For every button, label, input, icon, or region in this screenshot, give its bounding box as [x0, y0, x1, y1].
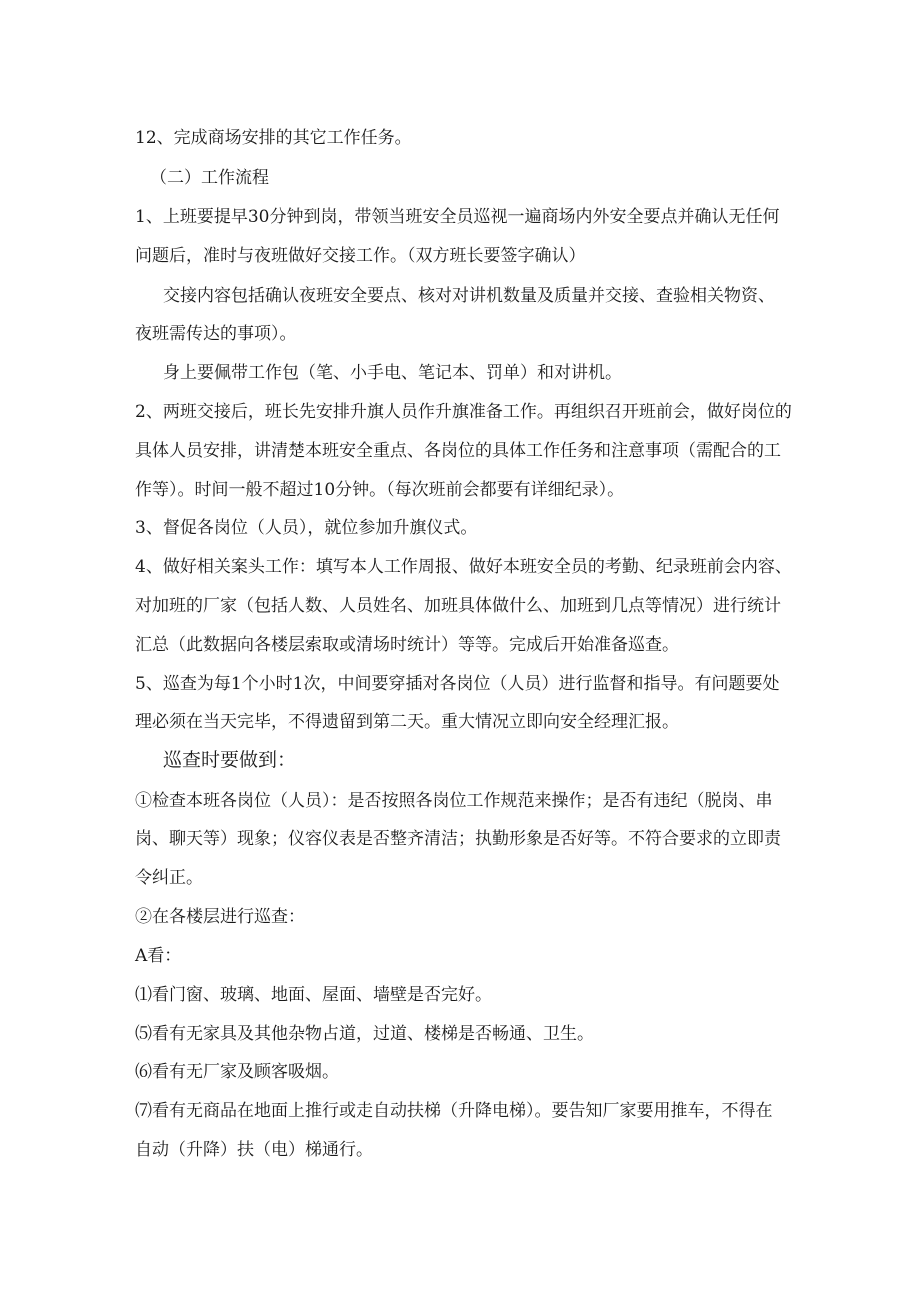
text-line: 交接内容包括确认夜班安全要点、核对对讲机数量及质量并交接、查验相关物资、: [163, 286, 775, 306]
text-line: 作等）。时间一般不超过10分钟。（每次班前会都要有详细纪录）。: [135, 480, 625, 500]
text-line: 2、两班交接后，班长先安排升旗人员作升旗准备工作。再组织召开班前会，做好岗位的: [135, 402, 792, 422]
text-line: 1、上班要提早30分钟到岗，带领当班安全员巡视一遍商场内外安全要点并确认无任何: [135, 207, 780, 227]
text-line: A看：: [135, 946, 182, 966]
text-line: ⑸看有无家具及其他杂物占道，过道、楼梯是否畅通、卫生。: [135, 1024, 594, 1044]
patrol-heading: 巡查时要做到：: [163, 749, 297, 771]
text-line: 岗、聊天等）现象；仪容仪表是否整齐清洁；执勤形象是否好等。不符合要求的立即责: [135, 829, 781, 849]
section-heading: （二）工作流程: [150, 168, 269, 188]
text-line: 问题后，准时与夜班做好交接工作。（双方班长要签字确认）: [135, 246, 586, 266]
text-line: ②在各楼层进行巡查：: [135, 907, 305, 927]
text-line: 4、做好相关案头工作：填写本人工作周报、做好本班安全员的考勤、纪录班前会内容、: [135, 557, 792, 577]
text-line: 理必须在当天完毕，不得遗留到第二天。重大情况立即向安全经理汇报。: [135, 712, 679, 732]
text-line: 具体人员安排，讲清楚本班安全重点、各岗位的具体工作任务和注意事项（需配合的工: [135, 441, 781, 461]
text-line: 身上要佩带工作包（笔、小手电、笔记本、罚单）和对讲机。: [163, 363, 622, 383]
text-line: 令纠正。: [135, 868, 203, 888]
text-line: 夜班需传达的事项）。: [135, 324, 297, 344]
text-line: 对加班的厂家（包括人数、人员姓名、加班具体做什么、加班到几点等情况）进行统计: [135, 596, 781, 616]
text-line: ⑹看有无厂家及顾客吸烟。: [135, 1062, 339, 1082]
text-line: 3、督促各岗位（人员），就位参加升旗仪式。: [135, 518, 478, 538]
text-line: ⑺看有无商品在地面上推行或走自动扶梯（升降电梯）。要告知厂家要用推车，不得在: [135, 1101, 773, 1121]
text-line: ①检查本班各岗位（人员）：是否按照各岗位工作规范来操作；是否有违纪（脱岗、串: [135, 791, 773, 811]
text-line: 汇总（此数据向各楼层索取或清场时统计）等等。完成后开始准备巡查。: [135, 635, 679, 655]
text-line: 自动（升降）扶（电）梯通行。: [135, 1140, 373, 1160]
text-line: 12、完成商场安排的其它工作任务。: [135, 128, 412, 148]
text-line: 5、巡查为每1个小时1次，中间要穿插对各岗位（人员）进行监督和指导。有问题要处: [135, 674, 780, 694]
text-line: ⑴看门窗、玻璃、地面、屋面、墙壁是否完好。: [135, 985, 492, 1005]
